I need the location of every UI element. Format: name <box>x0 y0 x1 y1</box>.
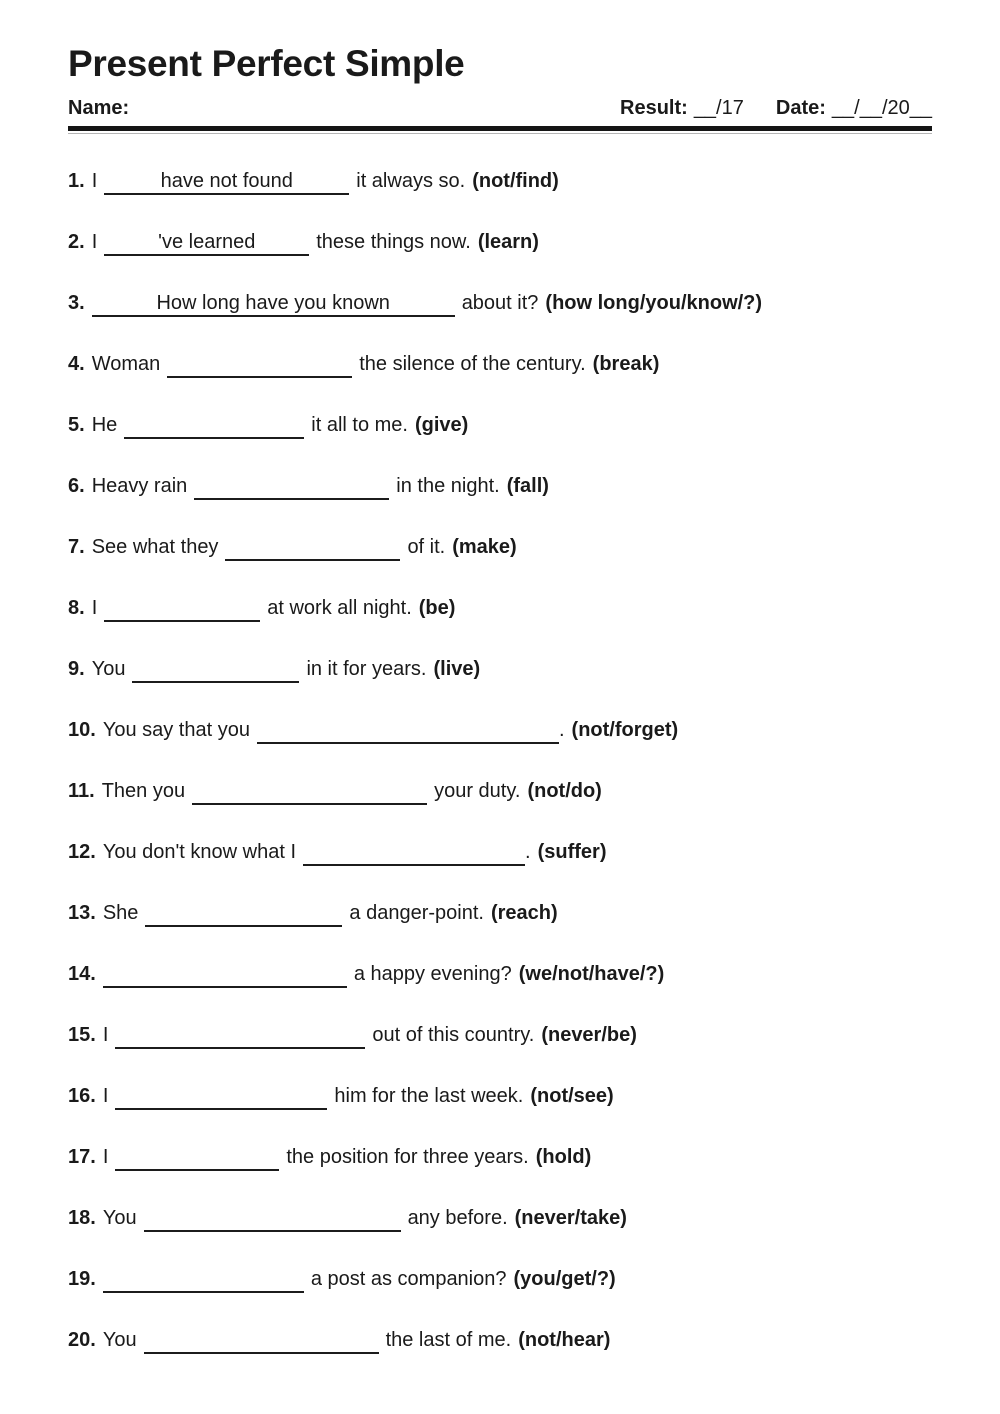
question-row <box>68 474 932 500</box>
page-title: Present Perfect Simple <box>68 43 465 84</box>
question-pre-text: She <box>102 901 139 924</box>
answer-blank <box>194 474 389 500</box>
question-pre-text: I <box>91 169 98 192</box>
question-post-text: these things now. <box>316 230 471 253</box>
question-post-text: . <box>558 718 565 741</box>
question-row <box>68 352 932 378</box>
question-number: 10. <box>68 718 96 741</box>
question-number: 20. <box>68 1328 96 1351</box>
verb-hint: (hold) <box>535 1145 592 1168</box>
answer-blank <box>124 413 304 439</box>
answer-text <box>195 1146 201 1168</box>
question-post-text: of it. <box>407 535 446 558</box>
verb-hint: (not/see) <box>530 1084 614 1107</box>
answer-text <box>213 658 219 680</box>
question-pre-text: You <box>91 657 126 680</box>
question-number: 5. <box>68 413 85 436</box>
answer-blank <box>104 596 260 622</box>
answer-text <box>310 536 316 558</box>
result-value: __/17 <box>693 96 744 119</box>
question-pre-text: I <box>91 230 98 253</box>
answer-text <box>411 841 417 863</box>
question-number: 2. <box>68 230 85 253</box>
question-number: 7. <box>68 535 85 558</box>
question-pre-text: You say that you <box>102 718 250 741</box>
question-post-text: your duty. <box>434 779 521 802</box>
answer-blank <box>115 1145 279 1171</box>
question-number: 9. <box>68 657 85 680</box>
result-field <box>620 96 744 120</box>
answer-text <box>201 1268 207 1290</box>
question-list <box>68 169 932 1354</box>
answer-blank <box>167 352 352 378</box>
question-number: 15. <box>68 1023 96 1046</box>
question-post-text: any before. <box>407 1206 508 1229</box>
answer-blank <box>92 291 455 317</box>
answer-text <box>257 353 263 375</box>
question-number: 3. <box>68 291 85 314</box>
answer-text <box>222 963 228 985</box>
question-number: 4. <box>68 352 85 375</box>
question-pre-text: I <box>91 596 98 619</box>
name-label: Name: <box>68 96 130 119</box>
answer-text <box>258 1329 264 1351</box>
question-pre-text: You <box>102 1328 137 1351</box>
question-row <box>68 1145 932 1171</box>
answer-text <box>289 475 295 497</box>
answer-text <box>211 414 217 436</box>
answer-text <box>405 719 411 741</box>
verb-hint: (not/forget) <box>571 718 679 741</box>
answer-blank <box>115 1023 365 1049</box>
answer-blank <box>145 901 342 927</box>
question-pre-text: I <box>102 1023 109 1046</box>
question-number: 17. <box>68 1145 96 1168</box>
question-pre-text: Woman <box>91 352 161 375</box>
question-row <box>68 291 932 317</box>
answer-blank <box>115 1084 327 1110</box>
verb-hint: (break) <box>592 352 660 375</box>
question-post-text: a happy evening? <box>353 962 512 985</box>
question-post-text: in the night. <box>396 474 500 497</box>
verb-hint: (not/do) <box>527 779 602 802</box>
verb-hint: (make) <box>452 535 517 558</box>
question-pre-text: See what they <box>91 535 219 558</box>
answer-blank <box>144 1328 379 1354</box>
question-number: 13. <box>68 901 96 924</box>
question-number: 1. <box>68 169 85 192</box>
header-divider <box>68 126 932 134</box>
question-pre-text: I <box>102 1145 109 1168</box>
question-post-text: the silence of the century. <box>359 352 586 375</box>
question-post-text: out of this country. <box>372 1023 535 1046</box>
question-number: 18. <box>68 1206 96 1229</box>
answer-blank <box>225 535 400 561</box>
result-label: Result: <box>620 96 688 119</box>
answer-text <box>219 1085 225 1107</box>
answer-blank <box>303 840 525 866</box>
answer-blank <box>104 169 349 195</box>
question-post-text: in it for years. <box>306 657 427 680</box>
answer-blank <box>104 230 309 256</box>
question-pre-text: He <box>91 413 118 436</box>
header-meta-right <box>620 96 932 120</box>
date-label: Date: <box>775 96 826 119</box>
question-pre-text: You don't know what I <box>102 840 297 863</box>
question-pre-text: Heavy rain <box>91 474 188 497</box>
verb-hint: (never/be) <box>541 1023 637 1046</box>
answer-blank <box>103 962 347 988</box>
verb-hint: (give) <box>414 413 469 436</box>
verb-hint: (never/take) <box>514 1206 627 1229</box>
question-post-text: a post as companion? <box>310 1267 507 1290</box>
question-post-text: the position for three years. <box>286 1145 529 1168</box>
verb-hint: (fall) <box>506 474 549 497</box>
answer-text: 've learned <box>158 230 256 253</box>
question-row <box>68 779 932 805</box>
answer-blank <box>257 718 559 744</box>
answer-text <box>238 1024 244 1046</box>
verb-hint: (be) <box>418 596 456 619</box>
question-row <box>68 169 932 195</box>
verb-hint: (learn) <box>477 230 539 253</box>
answer-text <box>241 902 247 924</box>
question-post-text: at work all night. <box>267 596 412 619</box>
header-divider-bar <box>68 126 932 131</box>
question-row <box>68 901 932 927</box>
question-number: 12. <box>68 840 96 863</box>
answer-blank <box>132 657 299 683</box>
question-row <box>68 413 932 439</box>
question-pre-text: You <box>102 1206 137 1229</box>
question-row <box>68 1023 932 1049</box>
question-row <box>68 1328 932 1354</box>
question-post-text: it all to me. <box>311 413 408 436</box>
question-row <box>68 718 932 744</box>
verb-hint: (not/hear) <box>518 1328 611 1351</box>
question-pre-text: Then you <box>101 779 186 802</box>
question-row <box>68 1084 932 1110</box>
answer-blank <box>144 1206 401 1232</box>
question-row <box>68 230 932 256</box>
date-value: __/__/20__ <box>831 96 932 119</box>
question-row <box>68 840 932 866</box>
verb-hint: (we/not/have/?) <box>518 962 665 985</box>
verb-hint: (live) <box>433 657 481 680</box>
question-row <box>68 1267 932 1293</box>
verb-hint: (suffer) <box>537 840 607 863</box>
date-field <box>776 96 932 120</box>
question-post-text: about it? <box>461 291 539 314</box>
question-post-text: it always so. <box>356 169 466 192</box>
question-post-text: him for the last week. <box>334 1084 524 1107</box>
answer-text <box>269 1207 275 1229</box>
question-number: 8. <box>68 596 85 619</box>
header-meta <box>68 96 932 120</box>
question-post-text: a danger-point. <box>349 901 484 924</box>
question-number: 14. <box>68 962 96 985</box>
header-divider-shadow <box>68 133 932 134</box>
answer-text: How long have you known <box>156 291 390 314</box>
answer-text: have not found <box>160 169 293 192</box>
question-pre-text: I <box>102 1084 109 1107</box>
question-row <box>68 1206 932 1232</box>
question-post-text: . <box>525 840 531 863</box>
verb-hint: (reach) <box>490 901 558 924</box>
question-number: 16. <box>68 1084 96 1107</box>
question-row <box>68 657 932 683</box>
question-row <box>68 962 932 988</box>
answer-text <box>179 597 185 619</box>
verb-hint: (you/get/?) <box>513 1267 616 1290</box>
verb-hint: (not/find) <box>472 169 559 192</box>
question-number: 11. <box>68 779 95 802</box>
question-row <box>68 596 932 622</box>
answer-blank <box>192 779 427 805</box>
verb-hint: (how long/you/know/?) <box>545 291 763 314</box>
answer-text <box>307 780 313 802</box>
question-number: 19. <box>68 1267 96 1290</box>
question-row <box>68 535 932 561</box>
question-post-text: the last of me. <box>385 1328 512 1351</box>
question-number: 6. <box>68 474 85 497</box>
answer-blank <box>103 1267 304 1293</box>
